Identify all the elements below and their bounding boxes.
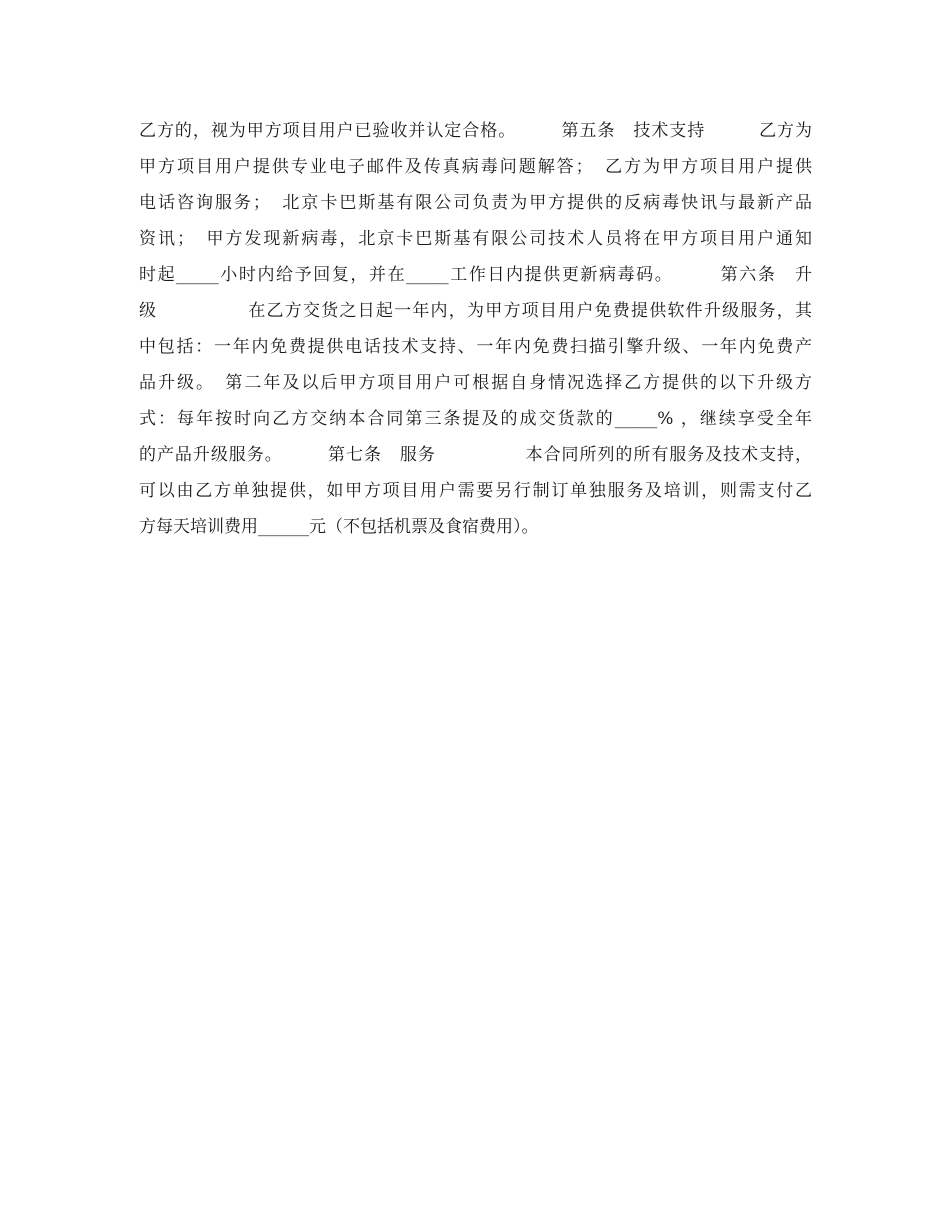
text-line-7: 中包括：一年内免费提供电话技术支持、一年内免费扫描引擎升级、一年内免费产 — [139, 337, 812, 357]
contract-body-text — [139, 113, 812, 545]
text-line-5: 时起_____小时内给予回复，并在_____工作日内提供更新病毒码。 第六条 升 — [139, 265, 812, 285]
text-line-10: 的产品升级服务。 第七条 服务 本合同所列的所有服务及技术支持， — [139, 445, 812, 465]
text-line-1: 乙方的，视为甲方项目用户已验收并认定合格。 第五条 技术支持 乙方为 — [139, 121, 812, 141]
text-line-11: 可以由乙方单独提供，如甲方项目用户需要另行制订单独服务及培训，则需支付乙 — [139, 481, 812, 501]
text-line-4: 资讯； 甲方发现新病毒，北京卡巴斯基有限公司技术人员将在甲方项目用户通知 — [139, 229, 812, 249]
text-line-3: 电话咨询服务； 北京卡巴斯基有限公司负责为甲方提供的反病毒快讯与最新产品 — [139, 193, 812, 213]
text-line-9: 式：每年按时向乙方交纳本合同第三条提及的成交货款的_____% ，继续享受全年 — [139, 409, 812, 429]
text-line-2: 甲方项目用户提供专业电子邮件及传真病毒问题解答； 乙方为甲方项目用户提供 — [139, 157, 812, 177]
text-line-8: 品升级。 第二年及以后甲方项目用户可根据自身情况选择乙方提供的以下升级方 — [139, 373, 812, 393]
text-line-6: 级 在乙方交货之日起一年内，为甲方项目用户免费提供软件升级服务，其 — [139, 301, 812, 321]
text-line-12: 方每天培训费用______元（不包括机票及食宿费用）。 — [139, 517, 539, 537]
